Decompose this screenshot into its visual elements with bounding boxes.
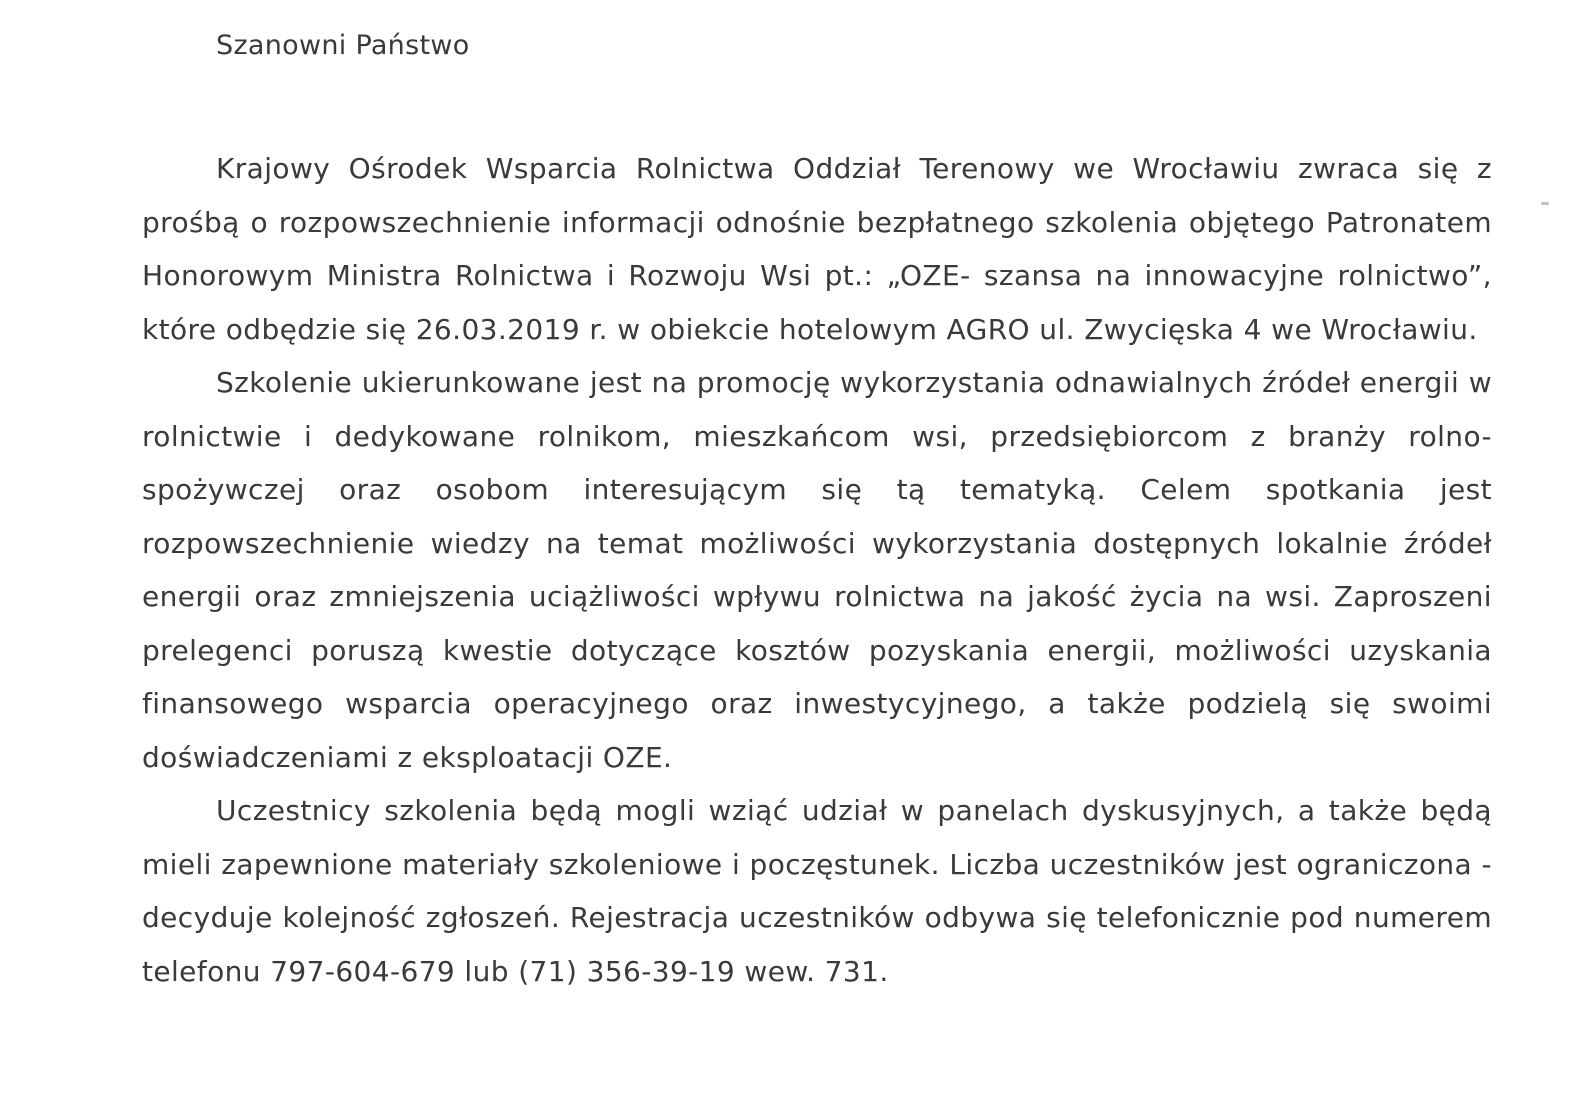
paragraph-training-description: Szkolenie ukierunkowane jest na promocję wykorzystania odnawialnych źródeł energii w rolnictwie i dedykowane rolnikom, mieszkańcom wsi, przedsiębiorcom z branży rolno-spożywczej oraz osobom interesującym się tą tematyką. Celem spotkania jest rozpowszechnienie wiedzy na temat możliwości wykorzystania dostępnych lokalnie źródeł energii oraz zmniejszenia uciążliwości wpływu rolnictwa na jakość życia na wsi. Zaproszeni prelegenci poruszą kwestie dotyczące kosztów pozyskania energii, możliwości uzyskania finansowego wsparcia operacyjnego oraz inwestycyjnego, a także podzielą się swoimi doświadczeniami z eksploatacji OZE. <box>142 366 1492 774</box>
letter-salutation: Szanowni Państwo <box>216 30 470 61</box>
letter-body <box>142 142 1492 998</box>
scan-artifact-mark <box>1541 202 1549 205</box>
paragraph-invitation: Krajowy Ośrodek Wsparcia Rolnictwa Oddział Terenowy we Wrocławiu zwraca się z prośbą o rozpowszechnienie informacji odnośnie bezpłatnego szkolenia objętego Patronatem Honorowym Ministra Rolnictwa i Rozwoju Wsi pt.: „OZE- szansa na innowacyjne rolnictwo”, które odbędzie się 26.03.2019 r. w obiekcie hotelowym AGRO ul. Zwycięska 4 we Wrocławiu. <box>142 152 1492 346</box>
paragraph-registration: Uczestnicy szkolenia będą mogli wziąć udział w panelach dyskusyjnych, a także będą mieli zapewnione materiały szkoleniowe i poczęstunek. Liczba uczestników jest ograniczona - decyduje kolejność zgłoszeń. Rejestracja uczestników odbywa się telefonicznie pod numerem telefonu 797-604-679 lub (71) 356-39-19 wew. 731. <box>142 794 1492 988</box>
